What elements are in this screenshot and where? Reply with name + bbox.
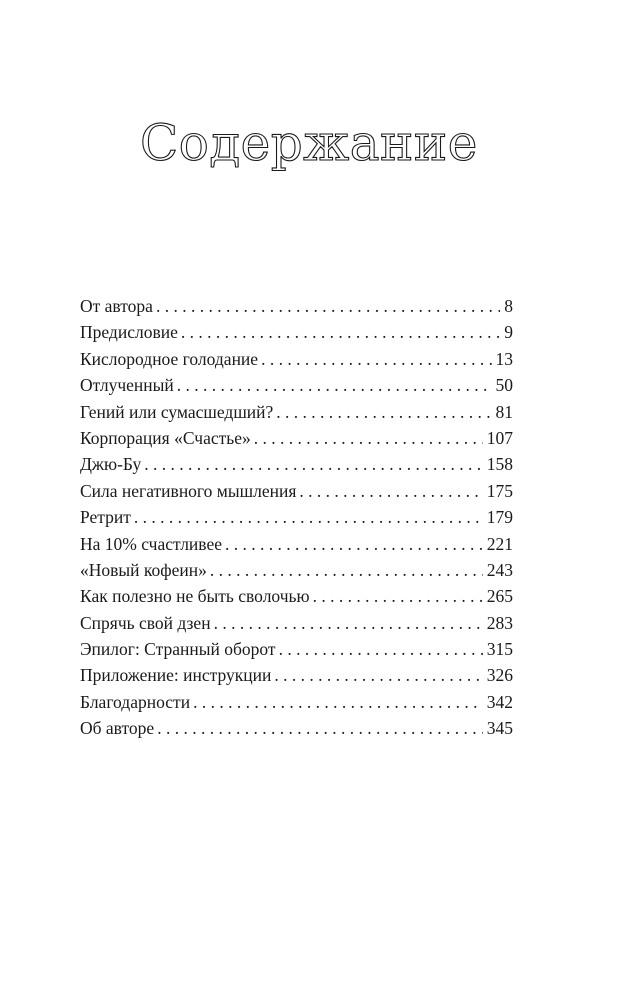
toc-entry[interactable] (80, 425, 513, 451)
toc-entry[interactable] (80, 346, 513, 372)
dot-leader (210, 557, 483, 583)
toc-entry-page: 50 (495, 375, 513, 396)
toc-entry-label: Приложение: инструкции (80, 665, 272, 686)
dot-leader (225, 531, 483, 557)
toc-entry[interactable] (80, 662, 513, 688)
toc-entry-label: Эпилог: Странный оборот (80, 639, 276, 660)
dot-leader (313, 583, 483, 609)
dot-leader (254, 425, 483, 451)
toc-entry[interactable] (80, 319, 513, 345)
toc-entry-page: 158 (486, 454, 513, 475)
toc-entry-page: 107 (486, 427, 513, 448)
toc-entry-page: 179 (486, 507, 513, 528)
toc-entry-page: 8 (504, 296, 513, 316)
toc-entry-page: 81 (495, 401, 513, 422)
table-of-contents (80, 293, 513, 742)
dot-leader (214, 610, 483, 636)
toc-entry-label: Гений или сумасшедший? (80, 401, 274, 422)
toc-entry-label: Кислородное голодание (80, 348, 259, 369)
toc-entry-page: 283 (486, 612, 513, 633)
toc-entry-page: 9 (504, 322, 513, 343)
toc-entry-page: 326 (486, 665, 513, 686)
toc-entry[interactable] (80, 583, 513, 609)
toc-entry-label: Как полезно не быть сволочью (80, 586, 310, 607)
toc-entry[interactable] (80, 478, 513, 504)
toc-entry-label: Сила негативного мышления (80, 480, 297, 501)
dot-leader (276, 399, 491, 425)
dot-leader (134, 504, 483, 530)
toc-entry-label: «Новый кофеин» (80, 559, 207, 580)
toc-entry-label: Об авторе (80, 718, 155, 739)
toc-entry[interactable] (80, 372, 513, 398)
toc-entry-label: Предисловие (80, 322, 178, 343)
toc-entry-page: 175 (486, 480, 513, 501)
toc-entry[interactable] (80, 504, 513, 530)
toc-entry-page: 315 (486, 639, 513, 660)
toc-entry[interactable] (80, 293, 513, 319)
dot-leader (144, 451, 482, 477)
toc-entry[interactable] (80, 557, 513, 583)
toc-entry-label: Спрячь свой дзен (80, 612, 211, 633)
toc-entry[interactable] (80, 636, 513, 662)
toc-entry-label: Отлученный (80, 375, 174, 396)
dot-leader (181, 319, 500, 345)
dot-leader (193, 689, 483, 715)
toc-entry[interactable] (80, 689, 513, 715)
dot-leader (177, 372, 492, 398)
toc-entry[interactable] (80, 531, 513, 557)
toc-entry[interactable] (80, 715, 513, 741)
dot-leader (156, 293, 500, 319)
toc-entry-page: 221 (486, 533, 513, 554)
toc-entry-label: Джю-Бу (80, 454, 142, 475)
toc-entry-page: 13 (495, 348, 513, 369)
dot-leader (157, 715, 483, 741)
toc-entry[interactable] (80, 399, 513, 425)
toc-entry-label: Корпорация «Счастье» (80, 427, 251, 448)
toc-entry-page: 265 (486, 586, 513, 607)
toc-entry[interactable] (80, 610, 513, 636)
toc-entry-label: От автора (80, 296, 153, 316)
toc-entry-label: Благодарности (80, 691, 191, 712)
toc-entry-page: 342 (486, 691, 513, 712)
dot-leader (261, 346, 491, 372)
dot-leader (279, 636, 483, 662)
dot-leader (274, 662, 482, 688)
toc-entry-label: На 10% счастливее (80, 533, 222, 554)
dot-leader (299, 478, 482, 504)
page-title: Содержание (140, 114, 478, 172)
toc-entry-label: Ретрит (80, 507, 131, 528)
toc-entry[interactable] (80, 451, 513, 477)
toc-entry-page: 243 (486, 559, 513, 580)
toc-entry-page: 345 (486, 718, 513, 739)
